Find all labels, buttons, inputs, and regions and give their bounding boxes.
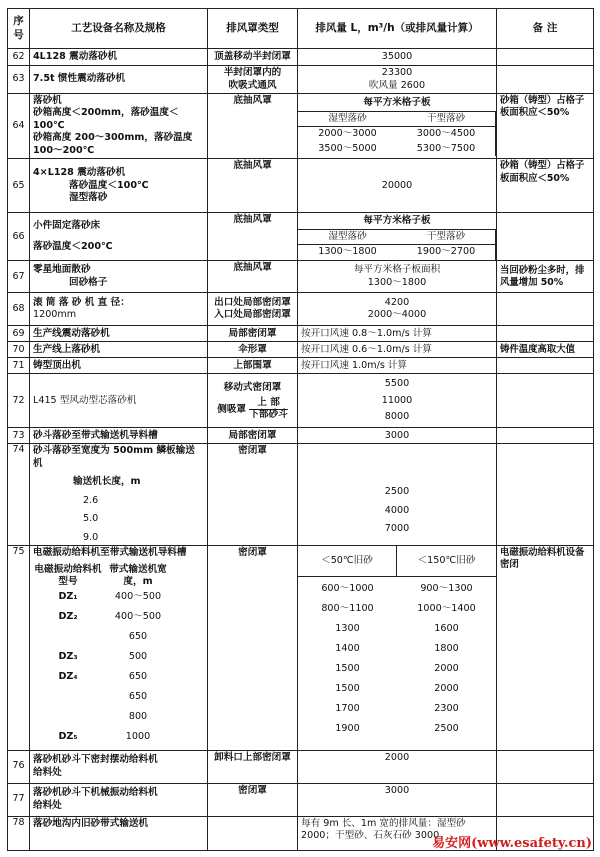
temp-values <box>298 577 496 740</box>
dry-value: 3000～4500 <box>397 126 496 141</box>
header-equipment: 工艺设备名称及规格 <box>30 9 208 49</box>
subtable-header: 每平方米格子板 <box>363 215 431 227</box>
feeder-width: 400～500 <box>114 610 162 622</box>
hood-cell: 密闭罩 <box>208 444 298 546</box>
temp-header <box>298 546 496 577</box>
airflow-line: 1300～1800 <box>367 276 427 288</box>
airflow-line: 4200 <box>384 296 410 308</box>
equipment-cell: 生产线上落砂机 <box>30 342 208 358</box>
hood-side-group <box>211 398 294 420</box>
airflow-cell <box>298 374 497 428</box>
hood-cell <box>208 293 298 326</box>
table-row <box>8 444 594 546</box>
table-row <box>8 49 594 66</box>
airflow-cell: 20000 <box>298 159 497 213</box>
airflow-cell: 2000 <box>298 750 497 783</box>
length-value: 9.0 <box>83 531 99 543</box>
temp50-header: ＜50℃旧砂 <box>298 546 397 576</box>
airflow-cell: 3000 <box>298 428 497 444</box>
feeder-width: 650 <box>128 670 148 682</box>
note-cell <box>497 49 594 66</box>
table-row <box>8 213 594 261</box>
equipment-line: 输送机长度，m <box>73 476 141 488</box>
airflow-line: 7000 <box>384 523 410 535</box>
hood-cell: 局部密闭罩 <box>208 428 298 444</box>
table-row <box>8 358 594 374</box>
temp150-value: 2000 <box>434 683 459 695</box>
temp50-value: 1900 <box>335 723 360 735</box>
temp50-value: 800～1100 <box>321 603 374 615</box>
equipment-cell <box>30 546 208 750</box>
ventilation-table <box>7 8 594 851</box>
hood-cell: 局部密闭罩 <box>208 326 298 342</box>
equipment-line: 滚 筒 落 砂 机 直 径： <box>33 296 130 308</box>
temp150-value: 1600 <box>434 623 459 635</box>
dry-label: 干型落砂 <box>397 229 496 244</box>
hood-side-label: 侧吸罩 <box>217 404 247 416</box>
table-row <box>8 342 594 358</box>
wet-value: 1300～1800 <box>298 244 397 259</box>
temp150-value: 1000～1400 <box>417 603 476 615</box>
row-no: 67 <box>8 261 30 293</box>
row-no: 64 <box>8 94 30 159</box>
temp150-value: 1800 <box>434 643 459 655</box>
table-row <box>8 293 594 326</box>
row-no: 62 <box>8 49 30 66</box>
temp150-value: 2300 <box>434 703 459 715</box>
feeder-model <box>33 691 103 709</box>
hood-cell: 伞形罩 <box>208 342 298 358</box>
airflow-cell: 按开口风速 0.6～1.0m/s 计算 <box>298 342 497 358</box>
length-value: 2.6 <box>83 494 99 506</box>
temp50-value: 1700 <box>335 703 360 715</box>
temp50-value: 1500 <box>335 683 360 695</box>
airflow-cell: 35000 <box>298 49 497 66</box>
subtable-header: 每平方米格子板 <box>363 97 431 109</box>
note-cell <box>497 783 594 816</box>
equipment-line: 落砂温度＜100℃ <box>69 179 149 191</box>
note-cell <box>497 213 594 261</box>
equipment-line: 4×L128 震动落砂机 <box>33 167 126 179</box>
note-cell <box>497 293 594 326</box>
temp150-value: 2500 <box>434 723 459 735</box>
wet-value: 2000～3000 <box>298 126 397 141</box>
row-no: 71 <box>8 358 30 374</box>
dry-label: 干型落砂 <box>397 111 496 126</box>
equipment-cell <box>30 159 208 213</box>
airflow-line: 4000 <box>384 504 410 516</box>
feeder-model <box>33 711 103 729</box>
row-no: 72 <box>8 374 30 428</box>
table-row <box>8 428 594 444</box>
equipment-cell <box>30 293 208 326</box>
hood-cell: 密闭罩 <box>208 546 298 750</box>
airflow-line: 23300 <box>381 67 413 79</box>
equipment-line: 小件固定落砂床 <box>33 220 101 232</box>
temp150-value: 2000 <box>434 663 459 675</box>
feeder-model: DZ₁ <box>58 590 78 602</box>
feeder-model: DZ₂ <box>58 610 78 622</box>
note-cell: 当回砂粉尘多时，排风量增加 50% <box>497 261 594 293</box>
watermark: 易安网(www.esafety.cn) <box>432 836 592 851</box>
airflow-cell <box>298 546 497 750</box>
temp50-value: 1400 <box>335 643 360 655</box>
hood-cell: 卸料口上部密闭罩 <box>208 750 298 783</box>
equipment-line: 回砂格子 <box>69 276 108 288</box>
temp50-value: 1500 <box>335 663 360 675</box>
hood-cell: 顶盖移动半封闭罩 <box>208 49 298 66</box>
row-no: 76 <box>8 750 30 783</box>
note-cell: 电磁振动给料机设备密闭 <box>497 546 594 750</box>
equipment-line: 1200mm <box>33 309 77 321</box>
note-cell: 砂箱（铸型）占格子板面积应＜50% <box>497 159 594 213</box>
airflow-cell: 3000 <box>298 783 497 816</box>
note-cell <box>497 428 594 444</box>
row-no: 73 <box>8 428 30 444</box>
row-no: 75 <box>8 546 30 750</box>
hood-cell: 底抽风罩 <box>208 261 298 293</box>
equipment-line: 电磁振动给料机至带式输送机导料槽 <box>33 547 187 559</box>
equipment-line: 落砂温度＜200℃ <box>33 240 113 252</box>
hood-cell: 密闭罩 <box>208 783 298 816</box>
airflow-line: 8000 <box>384 411 410 423</box>
feeder-width: 500 <box>128 650 148 662</box>
equipment-cell: L415 型风动型芯落砂机 <box>30 374 208 428</box>
col-width-header: 带式输送机宽度，m <box>109 563 167 588</box>
airflow-line: 5500 <box>384 378 410 390</box>
table-row <box>8 94 594 159</box>
airflow-cell <box>298 94 497 159</box>
airflow-cell: 按开口风速 0.8～1.0m/s 计算 <box>298 326 497 342</box>
row-no: 77 <box>8 783 30 816</box>
equipment-cell <box>30 261 208 293</box>
feeder-width: 800 <box>128 710 148 722</box>
wet-value: 3500～5000 <box>318 142 377 154</box>
note-cell: 砂箱（铸型）占格子板面积应＜50% <box>497 94 594 159</box>
row-no: 78 <box>8 816 30 850</box>
equipment-cell <box>30 94 208 159</box>
hood-cell <box>208 66 298 94</box>
row-no: 65 <box>8 159 30 213</box>
feeder-model <box>33 631 103 649</box>
note-cell: 铸件温度高取大值 <box>497 342 594 358</box>
airflow-cell <box>298 213 497 261</box>
table-row <box>8 546 594 750</box>
airflow-line: 2000～4000 <box>367 309 427 321</box>
equipment-cell: 生产线震动落砂机 <box>30 326 208 342</box>
hood-line: 出口处局部密闭罩 <box>214 296 291 308</box>
feeder-header <box>33 564 204 589</box>
hood-line: 移动式密闭罩 <box>223 381 282 393</box>
equipment-line: 湿型落砂 <box>69 192 108 204</box>
equipment-cell: 4L128 震动落砂机 <box>30 49 208 66</box>
feeder-model: DZ₅ <box>58 730 78 742</box>
equipment-line: 零星地面散砂 <box>33 264 91 276</box>
airflow-line: 11000 <box>381 394 413 406</box>
equipment-cell: 砂斗落砂至带式输送机导料槽 <box>30 428 208 444</box>
note-cell <box>497 66 594 94</box>
hood-line: 吹吸式通风 <box>228 79 277 91</box>
equipment-line: 落砂机 <box>33 95 62 106</box>
airflow-cell <box>298 261 497 293</box>
airflow-line: 吹风量 2600 <box>368 79 426 91</box>
row-no: 74 <box>8 444 30 546</box>
temp50-value: 1300 <box>335 623 360 635</box>
hood-cell: 底抽风罩 <box>208 94 298 159</box>
airflow-line: 2500 <box>384 486 410 498</box>
airflow-cell: 每有 9m 长、1m 宽的排风量：湿型砂 2000；干型砂、石灰石砂 3000 <box>298 816 497 850</box>
hood-side-fraction <box>249 398 287 420</box>
hood-cell: 上部围罩 <box>208 358 298 374</box>
table-row <box>8 374 594 428</box>
feeder-model: DZ₃ <box>58 650 78 662</box>
header-airflow: 排风量 L，m³/h（或排风量计算） <box>298 9 497 49</box>
dry-value: 1900～2700 <box>397 244 496 259</box>
table-row <box>8 66 594 94</box>
equipment-cell <box>30 783 208 816</box>
equipment-line: 砂斗落砂至宽度为 500mm 鳞板输送机 <box>33 445 195 469</box>
hood-cell <box>208 374 298 428</box>
equipment-cell <box>30 444 208 546</box>
airflow-subtable <box>298 214 496 259</box>
note-cell <box>497 444 594 546</box>
row-no: 68 <box>8 293 30 326</box>
temp150-value: 900～1300 <box>420 583 473 595</box>
feeder-model: DZ₄ <box>58 670 78 682</box>
row-no: 70 <box>8 342 30 358</box>
hood-line: 半封闭罩内的 <box>223 67 282 79</box>
note-cell <box>497 374 594 428</box>
feeder-list <box>33 591 204 749</box>
airflow-cell <box>298 444 497 546</box>
temp150-header: ＜150℃旧砂 <box>417 554 476 566</box>
feeder-width: 650 <box>128 690 148 702</box>
col-model-header: 电磁振动给料机型号 <box>34 563 102 588</box>
airflow-cell <box>298 66 497 94</box>
dry-value: 5300～7500 <box>397 142 496 156</box>
equipment-line: 落砂机砂斗下密封摆动给料机 <box>33 754 158 766</box>
header-no: 序号 <box>8 9 30 49</box>
feeder-width: 1000 <box>125 730 151 742</box>
feeder-width: 400～500 <box>114 590 162 602</box>
temp50-value: 600～1000 <box>321 583 374 595</box>
airflow-cell <box>298 293 497 326</box>
equipment-line: 砂箱高度 200～300mm，落砂温度 100～200℃ <box>33 132 193 156</box>
fraction-top: 上 部 <box>249 398 287 410</box>
equipment-line: 给料处 <box>33 766 62 778</box>
equipment-line: 给料处 <box>33 799 62 811</box>
row-no: 69 <box>8 326 30 342</box>
equipment-cell: 落砂地沟内旧砂带式输送机 <box>30 816 208 850</box>
equipment-line: 落砂机砂斗下机械振动给料机 <box>33 787 158 799</box>
feeder-width: 650 <box>128 630 148 642</box>
table-row <box>8 750 594 783</box>
equipment-cell <box>30 750 208 783</box>
table-row <box>8 261 594 293</box>
hood-cell: 底抽风罩 <box>208 213 298 261</box>
equipment-cell <box>30 213 208 261</box>
note-cell <box>497 750 594 783</box>
hood-line: 入口处局部密闭罩 <box>214 309 291 321</box>
header-hood: 排风罩类型 <box>208 9 298 49</box>
airflow-cell: 按开口风速 1.0m/s 计算 <box>298 358 497 374</box>
airflow-line: 每平方米格子板面积 <box>353 264 441 276</box>
row-no: 63 <box>8 66 30 94</box>
equipment-cell: 铸型顶出机 <box>30 358 208 374</box>
table-row <box>8 783 594 816</box>
note-cell <box>497 326 594 342</box>
row-no: 66 <box>8 213 30 261</box>
hood-cell <box>208 816 298 850</box>
hood-cell: 底抽风罩 <box>208 159 298 213</box>
equipment-line: 砂箱高度＜200mm，落砂温度＜100℃ <box>33 107 179 131</box>
note-cell <box>497 358 594 374</box>
equipment-cell: 7.5t 惯性震动落砂机 <box>30 66 208 94</box>
fraction-bottom: 下部砂斗 <box>249 408 288 420</box>
airflow-subtable <box>298 96 496 156</box>
length-value: 5.0 <box>83 513 99 525</box>
table-row <box>8 159 594 213</box>
table-header-row <box>8 9 594 49</box>
wet-label: 湿型落砂 <box>298 111 397 126</box>
table-row <box>8 326 594 342</box>
wet-label: 湿型落砂 <box>298 229 397 244</box>
header-note: 备 注 <box>497 9 594 49</box>
